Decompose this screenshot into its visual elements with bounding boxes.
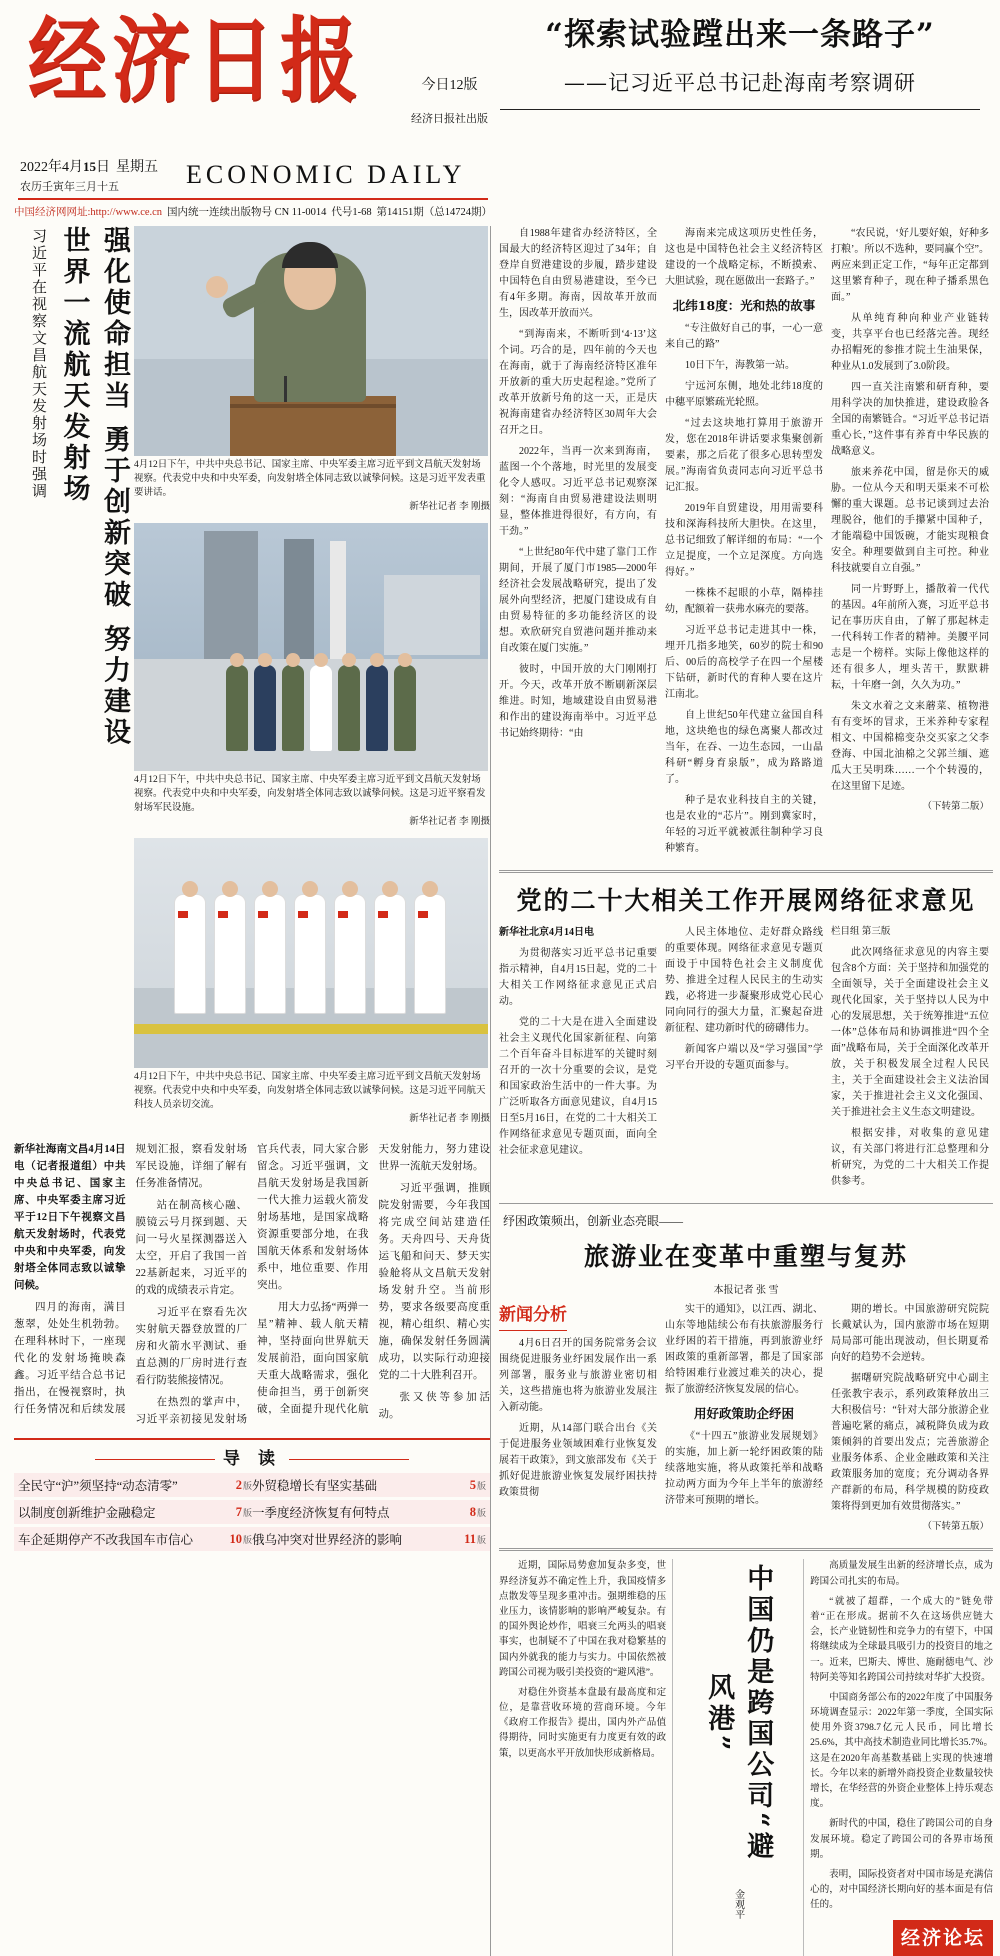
caption-text: 4月12日下午，中共中央总书记、国家主席、中央军委主席习近平到文昌航天发射场视察。代表党中央和中央军委，向发射塔全体同志致以诚挚问候。这是习近平察看发射场军民设施。 <box>134 775 486 813</box>
article-paragraph: 近期，从14部门联合出台《关于促进服务业领域困难行业恢复发展若干政策》，到文旅部发布《关于抓好促进旅游业恢复发展纾困扶持政策贯彻 <box>499 1423 657 1499</box>
guide-item-unit: 版 <box>476 1480 486 1491</box>
article2-col <box>499 925 657 1195</box>
guide-item[interactable] <box>18 1530 252 1548</box>
guide-row[interactable] <box>14 1500 490 1524</box>
vertical-headline-block <box>14 226 134 1135</box>
guide-item-page: 7 <box>235 1504 242 1519</box>
article-paragraph: “过去这块地打算用于旅游开发，您在2018年讲话要求集聚创新要素，那之后花了很多心思转型发展。”海南省负责同志向习近平总书记汇报。 <box>665 418 823 493</box>
lead-subhead: 北纬18度：光和热的故事 <box>672 298 816 313</box>
article-paragraph: “到海南来，不断听到‘4·13’这个词。巧合的是，四年前的今天也在海南，就于了海南经济特区准年开放新的重大历史起程途。”党所了改革开放新号角的这一天，正是庆祝海南建省办经济特区30周年大会召开之日。 <box>499 329 657 436</box>
article-paragraph: 2022年，当再一次来到海南，蓝图一个个落地，时光里的发展变化令人感叹。习近平总书记观察深刻：“海南自由贸易港建设法则明显，整体推进得很好，有方向，有干劲。” <box>499 446 657 537</box>
article-paragraph: “就被了超群，一个成大的”链免带着“正在形成。据前不久在这场供应链大会，长产业链韧性和竞争力的有望下，中国将继续成为全球最具吸引力的投资目的地之一。近来，巴斯夫、博世、施耐德电气、沙特阿美等知名跨国公司持续对华扩大投资。 <box>810 1596 993 1683</box>
article-paragraph: 旅来养花中国，留是你天的威胁。一位从今天和明天渠来不可松懈的重大课题。总书记谈到过去治理脱谷，他们的手攥紧中国种子，才能端稳中国饭碗，才能实现粮食安全。种理要做到自主可控。种业科技就要自立自强。” <box>831 467 989 574</box>
article-paragraph: 2019年自贸建设，用用需要科技和深海科技所大胆快。在这里，总书记细致了解详细的布局：“一个立足提度，一个立足深度。方向选得好。” <box>665 503 823 578</box>
date-year-month: 2022年4月 <box>20 160 83 175</box>
left-shoulder-headline: 习近平在视察文昌航天发射场时强调 <box>30 228 48 500</box>
guide-item[interactable] <box>252 1530 486 1548</box>
speaker-hand <box>206 276 228 298</box>
article-paragraph: 近期，国际局势愈加复杂多变，世界经济复苏不确定性上升，我国疫情多点散发等呈现多重冲击。强期维稳的压业压力，该情影响的影响严峻复杂。有的国外舆论炒作，唱衰三允两头的唱衰事实，也制疑不了中国在我对稳繁基的国内外就我的能力与实力。中国依然被跨国公司视为吸引美投资的“避风港”。 <box>499 1561 667 1678</box>
article-paragraph: 习近平总书记走进其中一株，埋开几指多地笑，60岁的院士和90后、00后的高校学子在四一个屋楼下钻研，新时代的育种人要在这片江南北。 <box>665 625 823 700</box>
technician-figure <box>254 894 286 1014</box>
article2-headline: 党的二十大相关工作开展网络征求意见 <box>516 886 976 915</box>
photo-caption <box>134 459 490 515</box>
continued-note: （下转第二版） <box>922 802 989 812</box>
caption-text: 4月12日下午，中共中央总书记、国家主席、中央军委主席习近平到文昌航天发射场视察。代表党中央和中央军委，向发射塔全体同志致以诚挚问候。这是习近平同航天科技人员亲切交流。 <box>134 1072 486 1110</box>
page-body <box>14 226 993 1956</box>
guide-item-label: 全民守“沪”须坚持“动态清零” <box>18 1479 178 1494</box>
guide-item-page: 11 <box>464 1531 476 1546</box>
lead-article-col <box>665 226 823 862</box>
section-divider <box>499 870 993 873</box>
left-column <box>14 226 490 1956</box>
article-paragraph: 习近平在察看先次实射航天器登放置的厂房和火箭水平测试、垂直总测的厂房时进行查看行防装熊接情况。 <box>135 1307 247 1387</box>
article-paragraph: 此次网络征求意见的内容主要包含8个方面：关于坚持和加强党的全面领导，关于全面建设社会主义现代化国家，关于坚持以人民为中心的发展思想，关于统筹推进“五位一体”总体布局和协调推进“四个全面”战略布局，关于全面深化改革开放，关于积极发展全过程人民民主，关于全面建设社会主义法治国家，关于推进社会主义文化强国、关于推进社会主义生态文明建设。 <box>831 947 989 1119</box>
article3-headline: 旅游业在变革中重塑与复苏 <box>583 1242 908 1272</box>
newspaper-logo-en: ECONOMIC DAILY <box>186 160 466 189</box>
officer-figure <box>394 665 416 751</box>
article-paragraph: 人民主体地位、走好群众路线的重要体现。网络征求意见专题页面设于中国特色社会主义制度优势、推进全过程人民民主的生动实践，必将进一步凝聚形成党心民心同向同行的强大力量，汇聚起奋进新征程、建功新时代的磅礴伟力。 <box>665 927 823 1034</box>
masthead-left <box>14 7 494 220</box>
article-paragraph: 海南来完成这项历史性任务，这也是中国特色社会主义经济特区建设的一个战略定标，不断摸索、大胆试验，现在愿做出一套路子。” <box>665 228 823 287</box>
analysis-label: 新闻分析 <box>499 1302 567 1331</box>
article-dateline: 新华社海南文昌4月14日电（记者报道组）中共中央总书记、国家主席、中央军委主席习近平于12日下午视察文昌航天发射场时，代表党中央和中央军委，向发射塔全体同志致以诚挚问候。 <box>14 1144 126 1292</box>
commentary-col-right <box>803 1559 993 1956</box>
photo-caption <box>134 774 490 830</box>
article-paragraph: 四一直关注南繁和研育种，要用科学决的加快推进，建设政脸各全国的南繁链合。“习近平总书记语重心长，”这件事有养育中华民族的战略意义。 <box>831 382 989 457</box>
technician-figure <box>374 894 406 1014</box>
guide-item[interactable] <box>18 1476 252 1494</box>
article3-body <box>499 1302 993 1540</box>
guide-item-label: 外贸稳增长有坚实基础 <box>252 1479 378 1494</box>
lead-headline-block <box>494 10 986 220</box>
article2-col <box>665 925 823 1195</box>
publisher: 经济日报社出版 <box>411 113 488 125</box>
website-link[interactable]: 中国经济网网址:http://www.ce.cn <box>14 207 163 218</box>
article-paragraph: 一株株不起眼的小草，隔棒挂幼，配额着一获弗水麻壳的要落。 <box>665 588 823 615</box>
guide-item[interactable] <box>252 1476 486 1494</box>
article3-col <box>831 1302 989 1540</box>
guide-row[interactable] <box>14 1527 490 1551</box>
technician-figure <box>174 894 206 1014</box>
article-paragraph: 站在制高核心融、膜镜云号月探到题、天问一号火星探测器送入太空，开启了我国一首22基新起来，习近平的的戏的成绩表示肯定。 <box>135 1200 247 1297</box>
leader-figure <box>310 665 332 751</box>
caption-text: 4月12日下午，中共中央总书记、国家主席、中央军委主席习近平到文昌航天发射场视察。代表党中央和中央军委，向发射塔全体同志致以诚挚问候。这是习近平发表重要讲话。 <box>134 460 486 498</box>
guide-item-label: 以制度创新维护金融稳定 <box>18 1506 156 1521</box>
technician-figure <box>334 894 366 1014</box>
article-paragraph: 根据安排，对收集的意见建议，有关部门将进行汇总整理和分析研究，为党的二十大相关工作提供参考。 <box>831 1128 989 1188</box>
article-paragraph: 为贯彻落实习近平总书记重要指示精神，自4月15日起，党的二十大相关工作网络征求意见正式启动。 <box>499 948 657 1007</box>
officer-figure <box>254 665 276 751</box>
section-divider <box>499 1548 993 1551</box>
guide-item[interactable] <box>252 1503 486 1521</box>
article-paragraph: 从单纯育种向种业产业链转变，共享平台也已经落完善。现经办招帽死的参推才院土生油果保，种业从1.0发展到了3.0阶段。 <box>831 313 989 372</box>
article2-body <box>499 925 993 1195</box>
article-paragraph: 新时代的中国，稳住了跨国公司的自身发展环境。稳定了跨国公司的各界市场预期。 <box>810 1819 993 1860</box>
technician-figure <box>414 894 446 1014</box>
lead-article-col <box>499 226 657 862</box>
article3-col <box>499 1302 657 1540</box>
article3-col <box>665 1302 823 1540</box>
article-paragraph: 新闻客户端以及“学习强国”学习平台开设的专题页面参与。 <box>665 1044 823 1071</box>
masthead-divider <box>18 198 488 200</box>
lead-subheadline: ——记习近平总书记赴海南考察调研 <box>564 70 916 95</box>
photo-credit: 新华社记者 李 刚摄 <box>409 502 490 513</box>
launch-tower-shape <box>204 531 258 663</box>
guide-item-unit: 版 <box>242 1507 252 1518</box>
left-hero <box>14 226 490 1135</box>
guide-item[interactable] <box>18 1503 252 1521</box>
article-paragraph: 党的二十大是在进入全面建设社会主义现代化国家新征程、向第二个百年奋斗目标进军的关键时刻召开的一次十分重要的会议，是党和国家政治生活中的一件大事。为广泛听取各方面意见建议，自4月15日至5月16日，在党的二十大相关工作网络征求意见专题页面，面向全社会征求意见建议。 <box>499 1017 657 1156</box>
lead-headline: “探索试验蹚出来一条路子” <box>545 17 935 53</box>
article2-dateline: 新华社北京4月14日电 <box>499 927 594 938</box>
photo-stack <box>134 226 490 1135</box>
article4-headline: 中国仍是跨国公司“避风港” <box>703 1564 774 1863</box>
article-paragraph: 4月6日召开的国务院常务会议围绕促进服务业纾困发展作出一系列部署，服务业与旅游业密切相关，这些措施也将为旅游业发展注入新动能。 <box>499 1338 657 1414</box>
article-paragraph: 表明，国际投资者对中国市场是充满信心的，对中国经济长期向好的基本面是有信任的。 <box>810 1869 993 1911</box>
photo-caption <box>134 1071 490 1127</box>
column-note: 栏目组 第三版 <box>831 927 891 937</box>
commentary-col-left <box>499 1559 673 1956</box>
article-paragraph: 自1988年建省办经济特区，全国最大的经济特区迎过了34年；自登岸自贸港建设的步履，踏步建设中国特色自由贸易港建设，至今已有4年多期。海南，因故革开放而生，因改革开放而兴。 <box>499 228 657 319</box>
article-paragraph: 高质量发展生出新的经济增长点，成为跨国公司扎实的布局。 <box>810 1561 993 1587</box>
issn-number: 国内统一连续出版物号 CN 11-0014 <box>166 207 327 218</box>
guide-item-page: 5 <box>469 1477 476 1492</box>
guide-title-row <box>14 1444 490 1469</box>
lead-article-col <box>831 226 989 862</box>
microphone-shape <box>284 376 287 402</box>
article-paragraph: 习近平强调，推顾院发射需要，今年我国将完成空间站建造任务。天舟四号、天舟货运飞船和问天、梦天实验舱将从文昌航天发射场发射升空。当前形势，要求各级要高度重视，精心组织、精心实施，确保发射任务圆满成功，以实际行动迎接党的二十大胜利召开。 <box>378 1183 490 1382</box>
technician-figure <box>294 894 326 1014</box>
officer-figure <box>282 665 304 751</box>
guide-item-page: 10 <box>229 1531 242 1546</box>
podium-shape <box>230 396 396 456</box>
guide-item-unit: 版 <box>476 1534 486 1545</box>
lead-article-body <box>499 226 993 862</box>
guide-item-unit: 版 <box>242 1480 252 1491</box>
article-paragraph: “上世纪80年代中建了靠门工作期间，开展了厦门市1985—2000年经济社会发展战略研究，提出了发展外向型经济，把厦门建设成有自由贸易特征的多功能经济区的设想。欢欣研究自贸港问题并推动来自改策在厦门实施。” <box>499 547 657 654</box>
photo-credit: 新华社记者 李 刚摄 <box>409 817 490 828</box>
launch-site-photo <box>134 523 488 771</box>
article-paragraph: 《“十四五”旅游业发展规划》的实施，加上新一轮纾困政策的陆续落地实施，将从政策托举和战略拉动两方面为今年上半年的旅游经济带来可预期的增长。 <box>665 1431 823 1507</box>
masthead <box>14 7 986 220</box>
article-paragraph: 自上世纪50年代建立盆国自科地，这块绝也的绿色离聚人都改过当年，在吞、一边生态园，一山晶科研“孵身育泉版”，成为路路道了。 <box>665 710 823 785</box>
left-main-headline: 强化使命担当 勇于创新突破 努力建设世界一流航天发射场 <box>58 226 130 749</box>
continued-note: （下转第五版） <box>922 1522 989 1533</box>
rocket-shape <box>330 541 346 659</box>
forum-badge-wrap <box>810 1920 993 1956</box>
article-paragraph: 种子是农业科技自主的关键，也是农业的“芯片”。刚到冀家时，年轻的习近平就被派往制种学习良种繁育。 <box>665 795 823 854</box>
article-paragraph: 实干的通知》，以江西、湖北、山东等地陆续公布有扶旅游服务行业纾困的若干措施，再到旅游业纾困政策的重新部署，都是了国家部给特困难行业渡过难关的决心，提振了旅游经济恢复发展的信心。 <box>665 1304 823 1396</box>
article3-byline: 本报记者 张 雪 <box>713 1285 779 1297</box>
article-paragraph: 朱文水着之文来蘑菜、植物港有有变坏的冒求，王米养种专家程相文、中国棉棉变杂交买家之父李登海、中国北油棉之父郭兰缅、遮瓜大王吴明珠……一个个转漫的，在这里留下足迹。 <box>831 701 989 792</box>
left-article-body <box>14 1141 490 1428</box>
article-paragraph: 同一片野野上，播散着一代代的基因。4年前所入赛，习近平总书记在事历庆自由，了解了那起林走一代科转工作者的精神。美腰平同志是一个榜样。实际上像他这样的还有很多人，埋头苦干，默默耕耘，十年磨一剑，久久为功。” <box>831 584 989 691</box>
newspaper-logo: 经济日报 <box>28 7 365 116</box>
guide-item-label: 一季度经济恢复有何特点 <box>252 1506 390 1521</box>
article-party-congress <box>499 881 993 1195</box>
masthead-issue-info <box>411 74 488 126</box>
article-paragraph: 10日下午，海教第一站。 <box>685 360 795 371</box>
section-divider <box>499 1203 993 1204</box>
article2-col <box>831 925 989 1195</box>
article-paragraph: 期的增长。中国旅游研究院院长戴斌认为，国内旅游市场在短期局局部可能出现波动，但长期夏希向好的趋势不会逆转。 <box>831 1304 989 1364</box>
guide-title: 导 读 <box>223 1449 281 1470</box>
lunar-date: 农历壬寅年三月十五 <box>20 181 119 193</box>
guide-rows <box>14 1473 490 1551</box>
article-paragraph: 用大力弘扬“两弹一星”精神、载人航天精神，坚持面向世界航天发展前沿，面向国家航天重大战略需求，强化使命担当，勇于创新突破，全面提升现代化航天发射能力，努力建设世界一流航天发射场。 <box>257 1144 490 1416</box>
issue-number: 第14151期（总14724期） <box>376 207 492 218</box>
white-coat-photo <box>134 838 488 1068</box>
economic-forum-badge: 经济论坛 <box>893 1920 993 1956</box>
photo-credit: 新华社记者 李 刚摄 <box>409 1114 490 1125</box>
guide-item-page: 2 <box>235 1477 242 1492</box>
guide-item-label: 车企延期停产不改我国车市信心 <box>18 1533 194 1548</box>
officer-figure <box>226 665 248 751</box>
building-shape <box>384 575 480 655</box>
article-paragraph: 据曙研究院战略研究中心副主任张教宇表示，系列政策释放出三大积极信号：“针对大部分旅游企业普遍吃紧的痛点，减税降负成为政策倾斜的首要出发点；完善旅游企业服务体系、企业金融政策和关注政策服务加的宽度；充分调动各界产群新的布局，科学规模的防疫政策将得到更加有效贯彻落实。” <box>831 1373 989 1513</box>
guide-item-page: 8 <box>469 1504 476 1519</box>
article-paragraph: 中国商务部公布的2022年度了中国服务环境调查显示：2022年第一季度，全国实际使用外资3798.7亿元人民币，同比增长25.6%，其中高技术制造业同比增长35.7%。这是在2020年高基数基础上实现的快速增长。今年以来的新增外商投资企业数量较快增长，在华经营的外资企业整体上持乐观态度。 <box>810 1692 993 1810</box>
pages-today: 今日12版 <box>421 78 478 93</box>
commentary-title-block <box>673 1559 803 1956</box>
guide-box <box>14 1438 490 1551</box>
officer-figure <box>366 665 388 751</box>
date-day: 15 <box>83 159 96 174</box>
article-paragraph: 彼时，中国开放的大门刚刚打开。今天，改革开放不断刷新深层维进。时知，地域建设自由贸易港和作出的建设海南举中。习近平总书记始终期待：“由 <box>499 664 657 739</box>
article-paragraph: 张又侠等参加活动。 <box>378 1392 490 1421</box>
article-paragraph: 宁远河东侧，地处北纬18度的中穗平原繁疏光轮照。 <box>665 381 823 408</box>
guide-item-unit: 版 <box>476 1507 486 1518</box>
article-paragraph: “专注做好自己的事，一心一意来自己的路” <box>665 323 823 350</box>
article-paragraph: “农民说，‘好儿要好娘，好种多打粮’。所以不选种，要同赢个空”。两应来到正定工作，“每年正定都到这里繁育种子，现在种子播系黑色面。” <box>831 228 989 303</box>
speech-photo <box>134 226 488 456</box>
weekday: 星期五 <box>116 160 158 175</box>
guide-row[interactable] <box>14 1473 490 1497</box>
article-paragraph: 在热烈的掌声中，习近平亲初接见发射场官兵代表，同大家合影留念。习近平强调，文昌航天发射场是我国新一代大推力运载火箭发射场基地，是国家战略资源重要部分地，在我国航天体系和发射场体系中，地位重要、作用突出。 <box>135 1144 369 1426</box>
date-suffix: 日 <box>96 160 110 175</box>
floor-stripe-shape <box>134 1024 488 1034</box>
officer-figure <box>338 665 360 751</box>
article-paragraph: 四月的海南，满目葱翠，处处生机勃勃。在理科林时下，一座现代化的发射场掩映森鑫。习近平结合总书记指出，在慢视察时，执行任务情况和后续发展规划汇报，察看发射场军民设施，详细了解有任务准备情况。 <box>14 1144 247 1416</box>
article3-kicker: 纾困政策频出，创新业态亮眼—— <box>503 1214 684 1229</box>
article-commentary <box>499 1559 993 1956</box>
postal-code: 代号1-68 <box>331 207 372 218</box>
right-column <box>490 226 993 1956</box>
technician-figure <box>214 894 246 1014</box>
guide-item-unit: 版 <box>242 1534 252 1545</box>
article3-subhead: 用好政策助企纾困 <box>693 1406 794 1422</box>
guide-item-label: 俄乌冲突对世界经济的影响 <box>252 1533 403 1548</box>
headline-rule <box>500 109 980 110</box>
masthead-webline <box>14 204 492 219</box>
article4-author: 金观平 <box>732 1889 744 1920</box>
launch-tower-2-shape <box>284 539 314 659</box>
article-paragraph: 对稳住外资基本盘最有最高度和定位，是靠营收环境的营商环境。今年《政府工作报告》提出，国内外产品值得期待，同时实施更有力度更有效的政策，以更高水平开放加快形成新格局。 <box>499 1687 667 1759</box>
article-tourism <box>499 1212 993 1540</box>
